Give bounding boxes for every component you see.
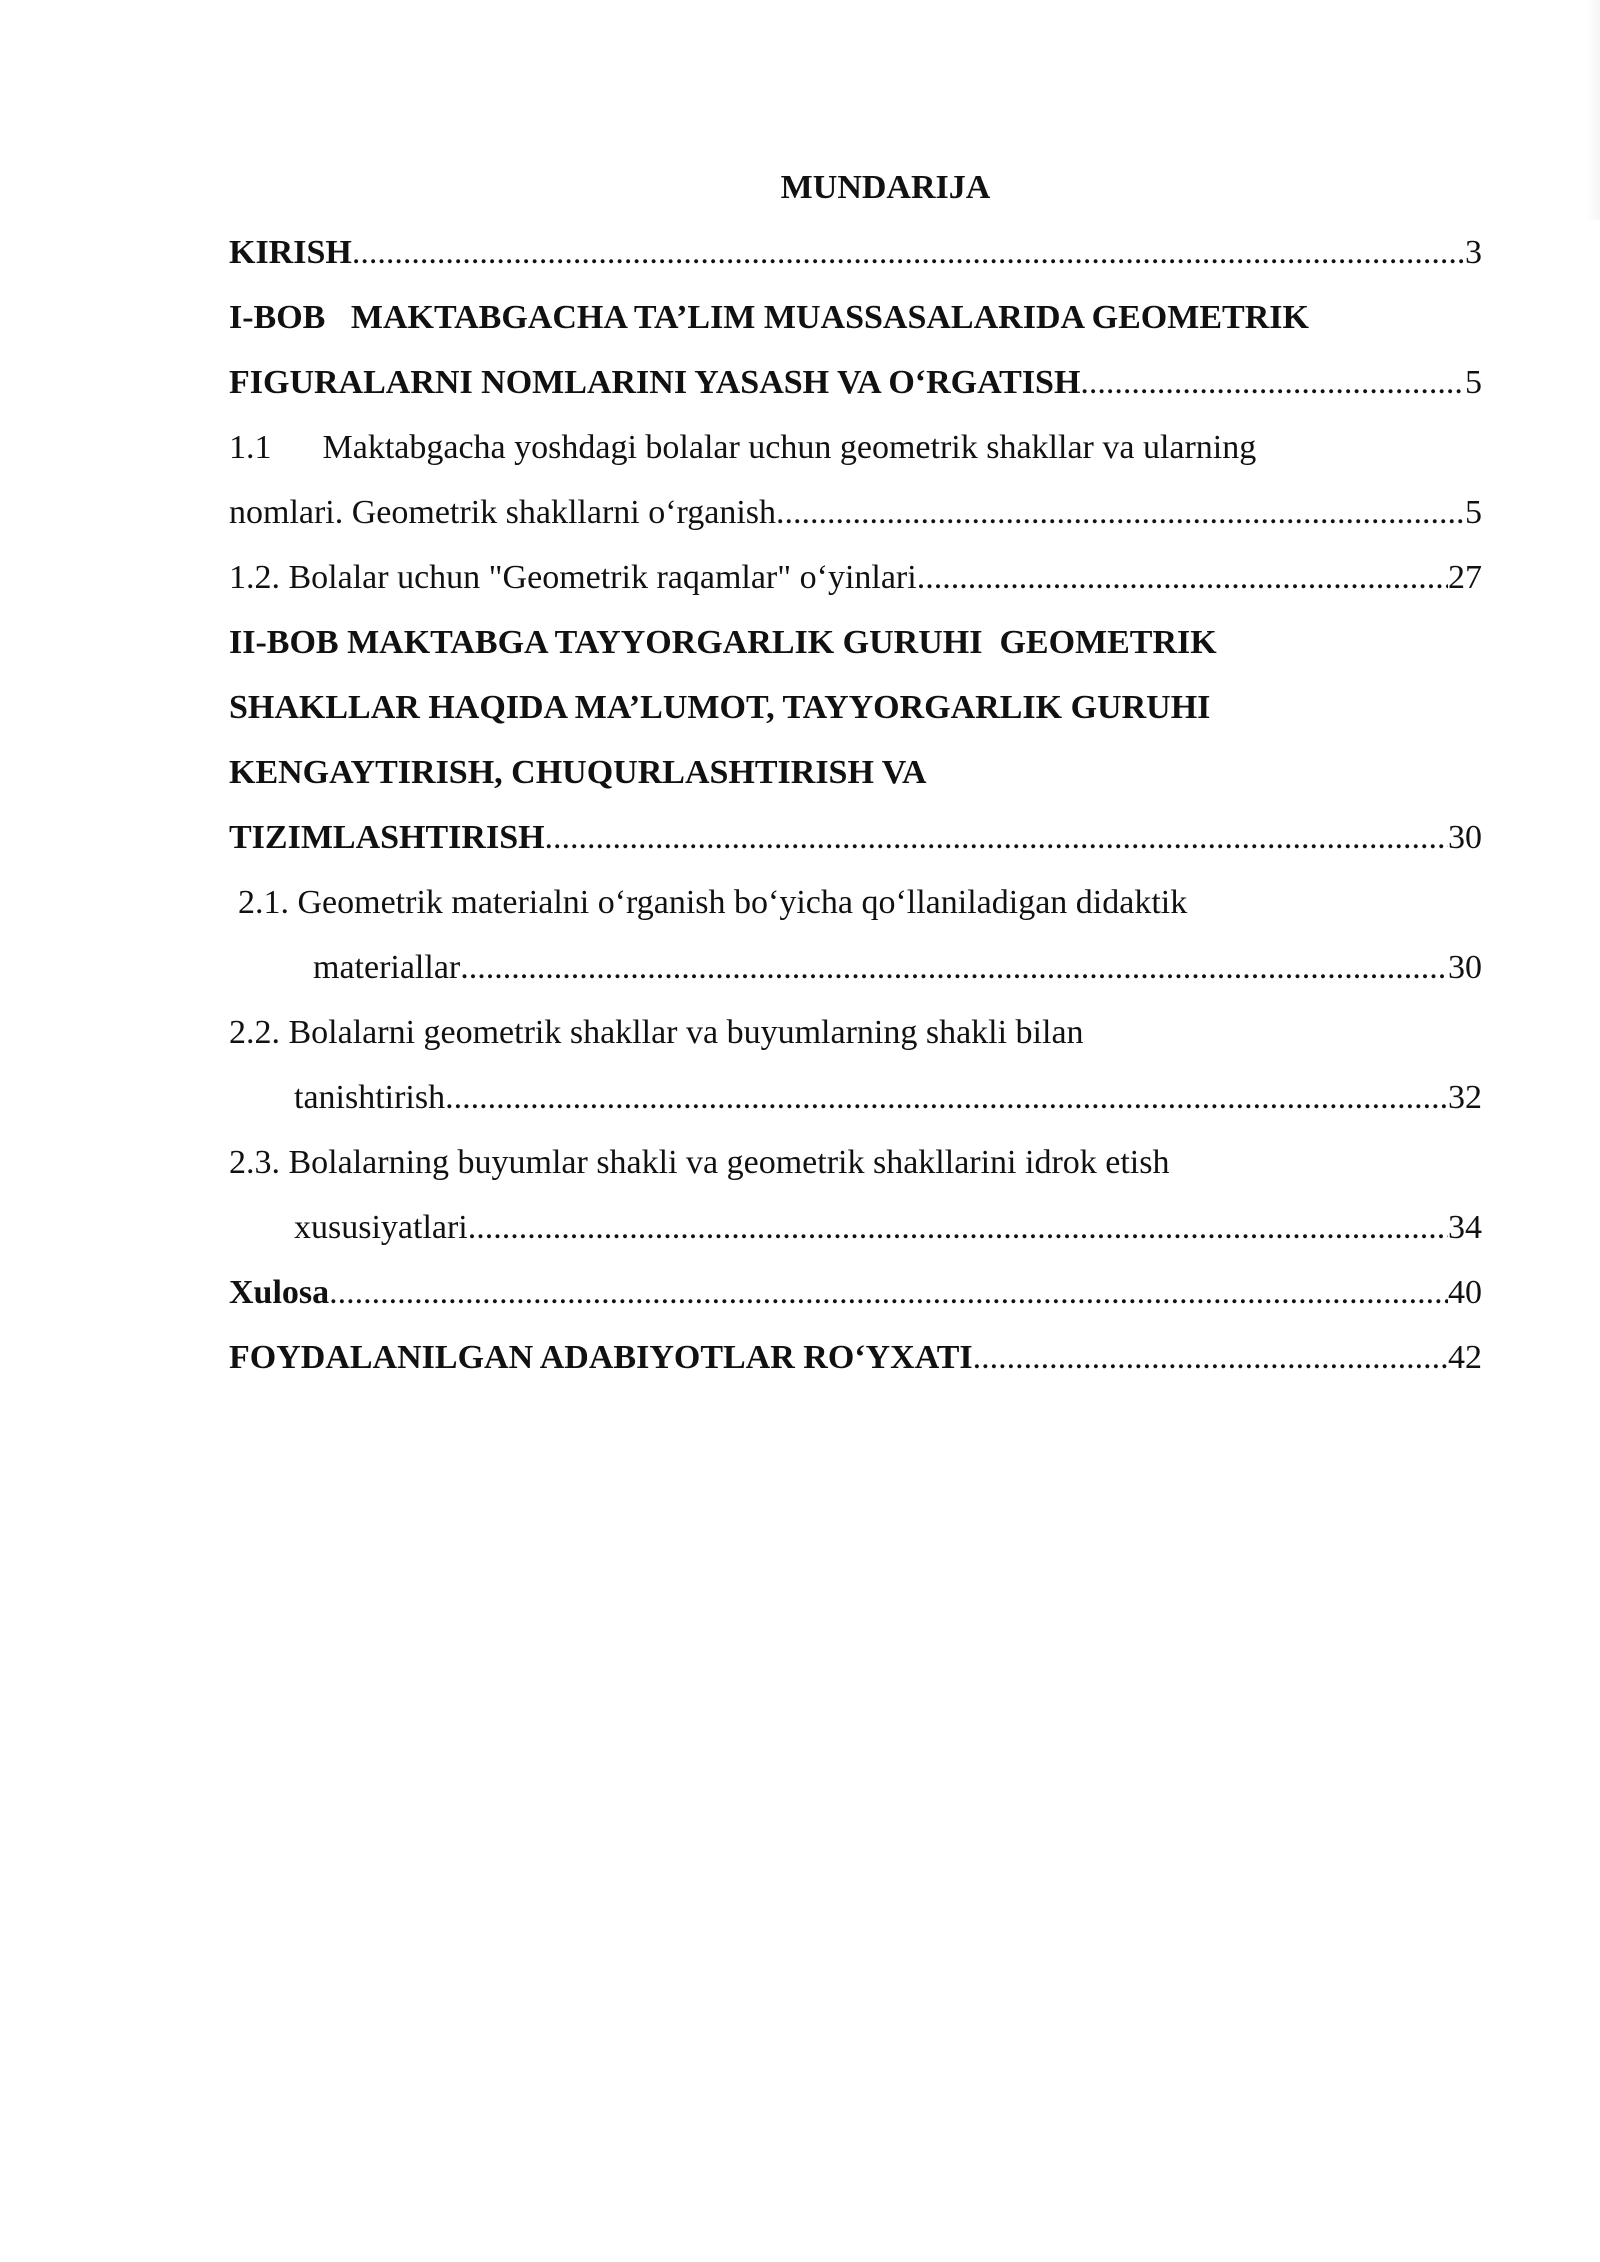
toc-leader-dots — [545, 805, 1448, 870]
toc-leader-dots — [917, 545, 1448, 610]
toc-page-number: 34 — [1448, 1209, 1482, 1246]
toc-entry-chapter-2-line-3[interactable] — [229, 740, 1482, 805]
toc-leader-dots — [460, 935, 1448, 1000]
toc-page-number: 5 — [1465, 364, 1482, 401]
toc-entry-section-2-1-line-2[interactable] — [229, 935, 1482, 1000]
toc-entry-label: FOYDALANILGAN ADABIYOTLAR RO‘YXATI — [229, 1339, 973, 1376]
toc-entry-xulosa[interactable] — [229, 1260, 1482, 1325]
toc-leader-dots — [973, 1325, 1448, 1390]
toc-page-number: 27 — [1448, 559, 1482, 596]
toc-entry-label: Xulosa — [229, 1274, 330, 1311]
toc-entry-label: nomlari. Geometrik shakllarni o‘rganish — [229, 494, 777, 531]
toc-entry-kirish[interactable] — [229, 220, 1482, 285]
toc-entry-label: KENGAYTIRISH, CHUQURLASHTIRISH VA — [229, 754, 927, 791]
toc-leader-dots — [352, 220, 1465, 285]
toc-entry-section-2-2-line-1[interactable] — [229, 1000, 1482, 1065]
toc-entry-section-2-2-line-2[interactable] — [229, 1065, 1482, 1130]
toc-entry-label: 1.1 Maktabgacha yoshdagi bolalar uchun geometrik shakllar va ularning — [229, 429, 1257, 466]
toc-page-number: 32 — [1448, 1079, 1482, 1116]
toc-entry-section-1-2[interactable] — [229, 545, 1482, 610]
toc-leader-dots — [1080, 350, 1465, 415]
toc-entry-chapter-2-line-4[interactable] — [229, 805, 1482, 870]
toc-entry-label: II-BOB MAKTABGA TAYYORGARLIK GURUHI GEOMETRIK — [229, 624, 1217, 661]
toc-leader-dots — [445, 1065, 1448, 1130]
toc-page-number: 42 — [1448, 1339, 1482, 1376]
toc-entry-label: xususiyatlari — [294, 1209, 468, 1246]
toc-page-number: 3 — [1465, 234, 1482, 271]
toc-entry-label: tanishtirish — [294, 1079, 446, 1116]
toc-entry-section-1-1-line-2[interactable] — [229, 480, 1482, 545]
toc-entry-chapter-2-line-1[interactable] — [229, 610, 1482, 675]
toc-page-number: 5 — [1465, 494, 1482, 531]
toc-entry-label: SHAKLLAR HAQIDA MA’LUMOT, TAYYORGARLIK GURUHI — [229, 689, 1211, 726]
toc-entry-section-2-3-line-2[interactable] — [229, 1195, 1482, 1260]
toc-entry-label: I-BOB MAKTABGACHA TA’LIM MUASSASALARIDA GEOMETRIK — [229, 299, 1309, 336]
toc-entry-chapter-1-line-1[interactable] — [229, 285, 1482, 350]
toc-entry-section-2-3-line-1[interactable] — [229, 1130, 1482, 1195]
page-edge-shadow — [1586, 0, 1600, 220]
table-of-contents — [229, 155, 1482, 1390]
toc-entry-label: 2.3. Bolalarning buyumlar shakli va geometrik shakllarini idrok etish — [229, 1144, 1170, 1181]
toc-entry-section-1-1-line-1[interactable] — [229, 415, 1482, 480]
toc-entry-references[interactable] — [229, 1325, 1482, 1390]
toc-entry-section-2-1-line-1[interactable] — [229, 870, 1482, 935]
toc-entry-label: TIZIMLASHTIRISH — [229, 819, 545, 856]
toc-entry-label: 2.2. Bolalarni geometrik shakllar va buyumlarning shakli bilan — [229, 1014, 1084, 1051]
toc-entry-label: FIGURALARNI NOMLARINI YASASH VA O‘RGATISH — [229, 364, 1081, 401]
toc-entry-chapter-1-line-2[interactable] — [229, 350, 1482, 415]
toc-entry-label: materiallar — [313, 949, 461, 986]
toc-leader-dots — [776, 480, 1465, 545]
toc-entry-label: KIRISH — [229, 234, 352, 271]
toc-entry-label: 2.1. Geometrik materialni o‘rganish bo‘yicha qo‘llaniladigan didaktik — [238, 884, 1188, 921]
toc-page-number: 40 — [1448, 1274, 1482, 1311]
toc-page-number: 30 — [1448, 949, 1482, 986]
toc-leader-dots — [468, 1195, 1448, 1260]
toc-leader-dots — [329, 1260, 1448, 1325]
toc-page-number: 30 — [1448, 819, 1482, 856]
toc-entry-label: 1.2. Bolalar uchun "Geometrik raqamlar" o‘yinlari — [229, 559, 917, 596]
toc-title: MUNDARIJA — [780, 169, 991, 206]
toc-entry-chapter-2-line-2[interactable] — [229, 675, 1482, 740]
